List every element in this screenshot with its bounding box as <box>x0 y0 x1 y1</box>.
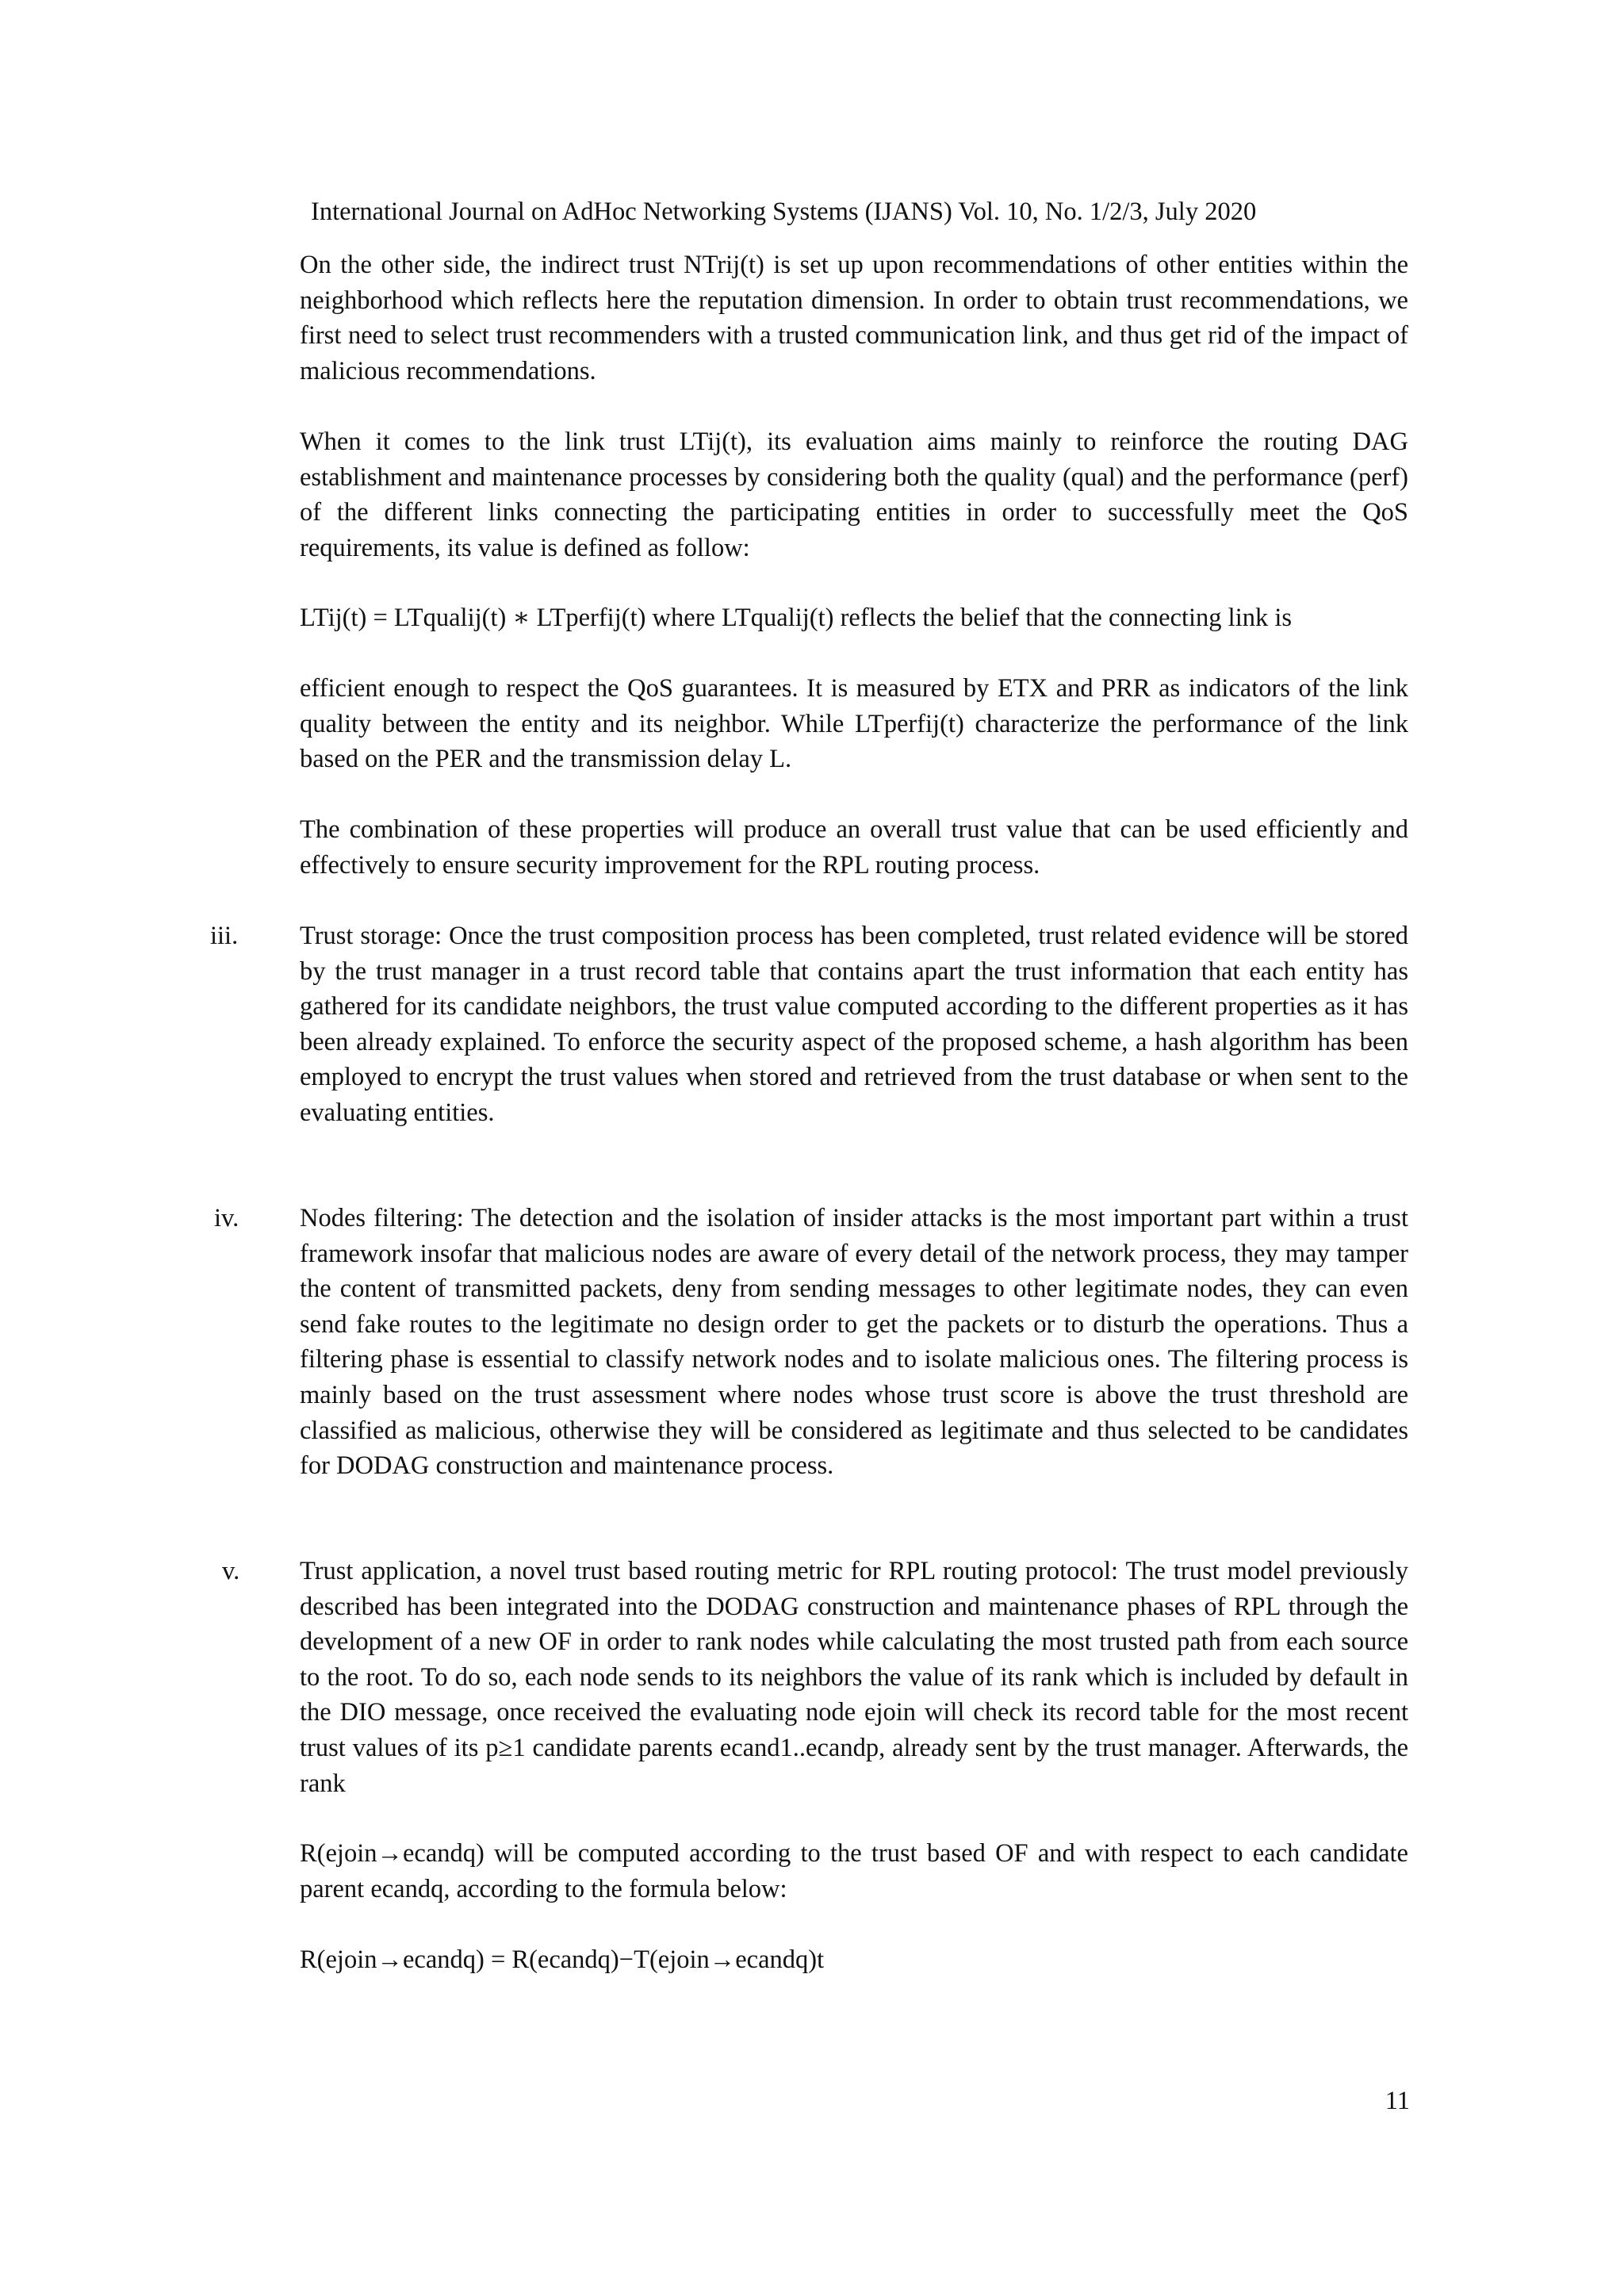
paragraph-indirect-trust: On the other side, the indirect trust NTrij(t) is set up upon recommendations of other entities within the neighborhood which reflects here the reputation dimension. In order to obtain trust recommendations, we first need to select trust recommenders with a trusted communication link, and thus get rid of the impact of malicious recommendations. <box>300 251 1408 385</box>
list-item-label-iv: iv. <box>214 1204 239 1232</box>
list-item-trust-storage: Trust storage: Once the trust composition process has been completed, trust related evidence will be stored by the trust manager in a trust record table that contains apart the trust information that each entity has gathered for its candidate neighbors, the trust value computed according to the different properties as it has been already explained. To enforce the security aspect of the proposed scheme, a hash algorithm has been employed to encrypt the trust values when stored and retrieved from the trust database or when sent to the evaluating entities. <box>300 922 1408 1127</box>
paragraph-link-quality: efficient enough to respect the QoS guarantees. It is measured by ETX and PRR as indicators of the link quality between the entity and its neighbor. While LTperfij(t) characterize the performance of the link based on the PER and the transmission delay L. <box>300 674 1408 774</box>
paragraph-link-trust: When it comes to the link trust LTij(t), its evaluation aims mainly to reinforce the routing DAG establishment and maintenance processes by considering both the quality (qual) and the performance (perf) of the different links connecting the participating entities in order to successfully meet the QoS requirements, its value is defined as follow: <box>300 427 1408 562</box>
paragraph-rank-computation: R(ejoin→ecandq) will be computed according to the trust based OF and with respect to each candidate parent ecandq, according to the formula below: <box>300 1839 1408 1903</box>
list-item-nodes-filtering: Nodes filtering: The detection and the isolation of insider attacks is the most important part within a trust framework insofar that malicious nodes are aware of every detail of the network process, they may tamper the content of transmitted packets, deny from sending messages to other legitimate nodes, they can even send fake routes to the legitimate no design order to get the packets or to disturb the operations. Thus a filtering phase is essential to classify network nodes and to isolate malicious ones. The filtering process is mainly based on the trust assessment where nodes whose trust score is above the trust threshold are classified as malicious, otherwise they will be considered as legitimate and thus selected to be candidates for DODAG construction and maintenance process. <box>300 1204 1408 1481</box>
list-item-label-v: v. <box>222 1557 240 1585</box>
list-item-trust-application: Trust application, a novel trust based routing metric for RPL routing protocol: The trust model previously described has been integrated into the DODAG construction and maintenance phases of RPL through the development of a new OF in order to rank nodes while calculating the most trusted path from each source to the root. To do so, each node sends to its neighbors the value of its rank which is included by default in the DIO message, once received the evaluating node ejoin will check its record table for the most recent trust values of its p≥1 candidate parents ecand1..ecandp, already sent by the trust manager. Afterwards, the rank <box>300 1557 1408 1798</box>
rank-formula: R(ejoin→ecandq) = R(ecandq)−T(ejoin→ecandq)t <box>300 1945 825 1974</box>
list-item-label-iii: iii. <box>210 922 239 950</box>
page-number: 11 <box>1385 2087 1410 2115</box>
paragraph-combination: The combination of these properties will produce an overall trust value that can be used efficiently and effectively to ensure security improvement for the RPL routing process. <box>300 815 1408 880</box>
running-header: International Journal on AdHoc Networking Systems (IJANS) Vol. 10, No. 1/2/3, July 2020 <box>311 197 1257 226</box>
paragraph-link-trust-formula: LTij(t) = LTqualij(t) ∗ LTperfij(t) where LTqualij(t) reflects the belief that the connecting link is <box>300 604 1293 632</box>
